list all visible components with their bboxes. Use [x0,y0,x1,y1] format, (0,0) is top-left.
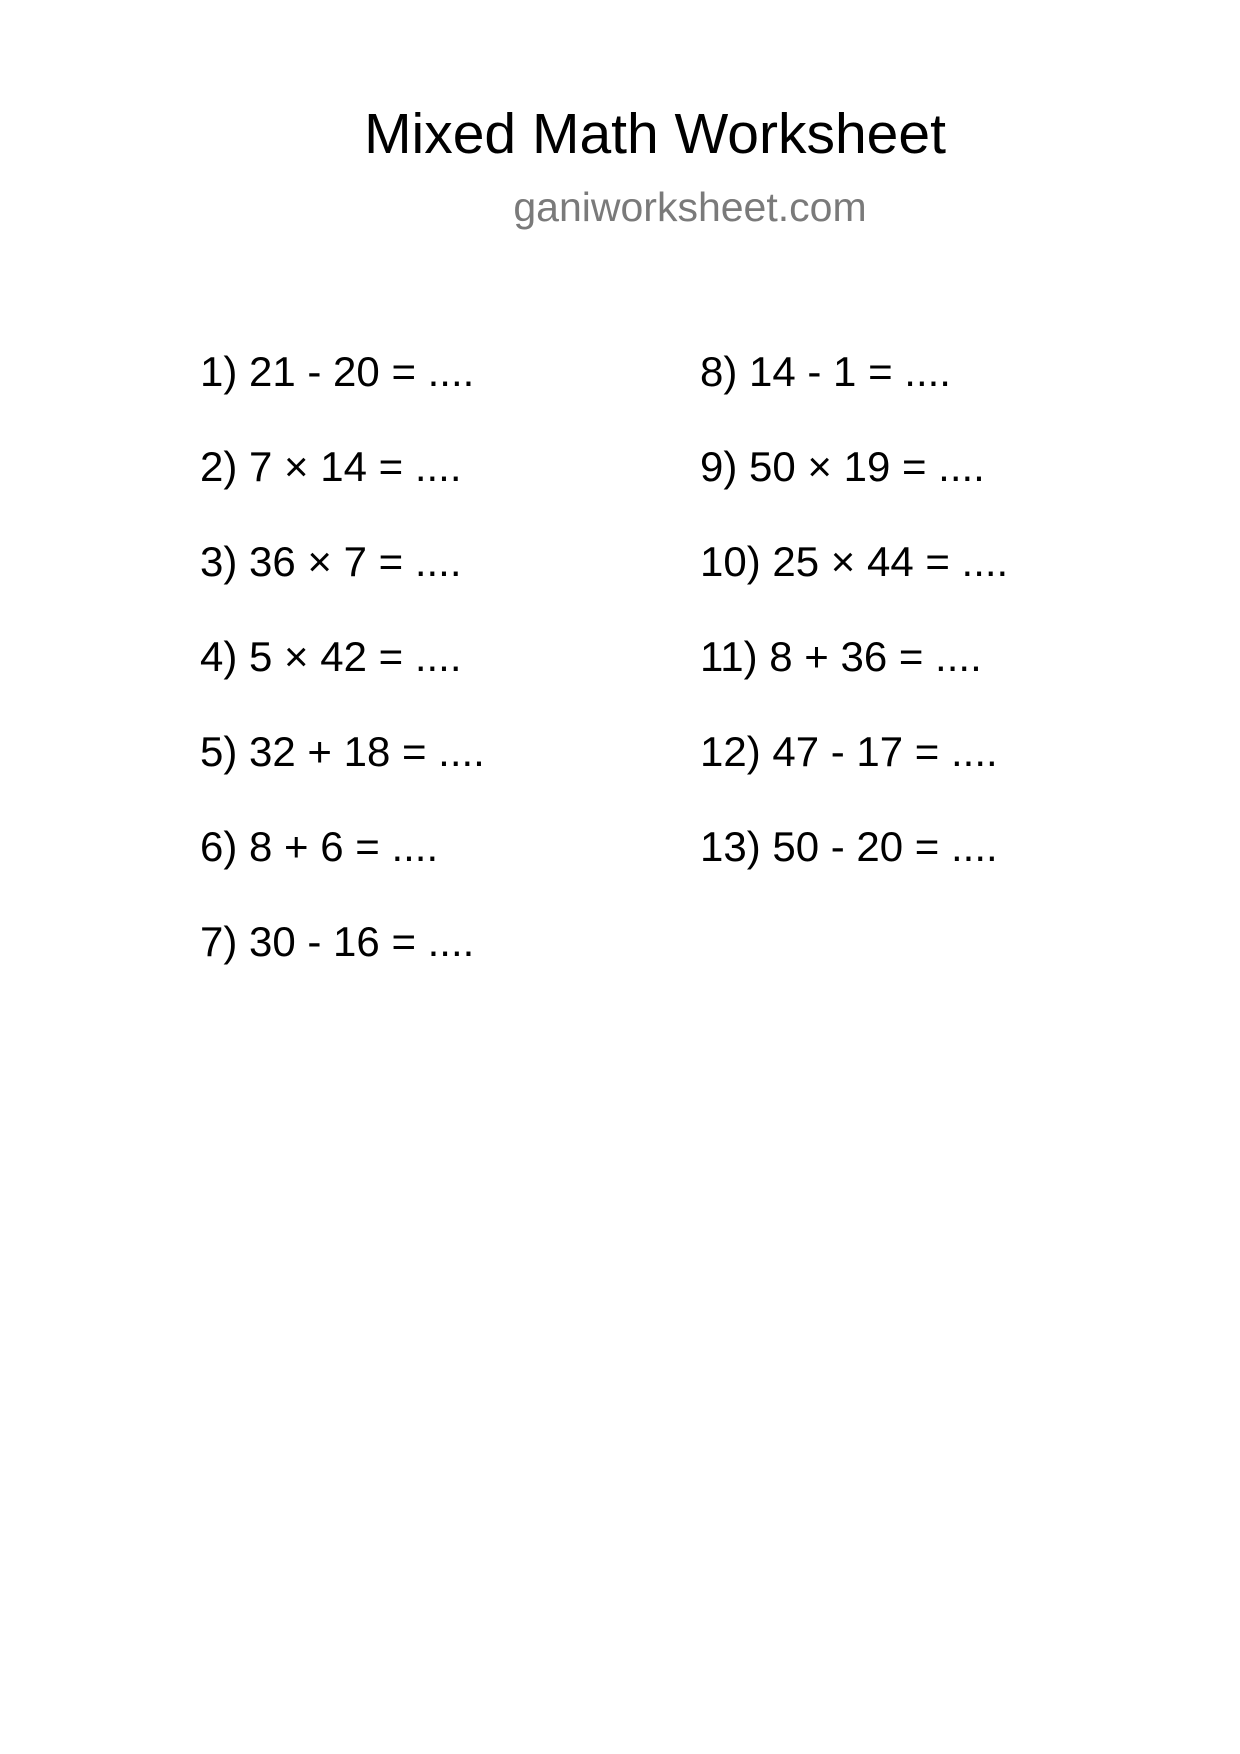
problem-6: 6) 8 + 6 = .... [200,823,439,870]
site-watermark: ganiworksheet.com [513,184,867,230]
problem-2: 2) 7 × 14 = .... [200,443,462,490]
problem-9: 9) 50 × 19 = .... [700,443,985,490]
problem-5: 5) 32 + 18 = .... [200,728,485,775]
problem-13: 13) 50 - 20 = .... [700,823,998,870]
page-title: Mixed Math Worksheet [364,102,946,166]
problem-11: 11) 8 + 36 = .... [700,633,982,680]
problem-10: 10) 25 × 44 = .... [700,538,1009,585]
problem-7: 7) 30 - 16 = .... [200,918,475,965]
problem-3: 3) 36 × 7 = .... [200,538,462,585]
problem-1: 1) 21 - 20 = .... [200,348,475,395]
problem-4: 4) 5 × 42 = .... [200,633,462,680]
problem-8: 8) 14 - 1 = .... [700,348,951,395]
problem-column-left [200,348,485,1013]
problem-12: 12) 47 - 17 = .... [700,728,998,775]
problem-column-right [700,348,1008,918]
